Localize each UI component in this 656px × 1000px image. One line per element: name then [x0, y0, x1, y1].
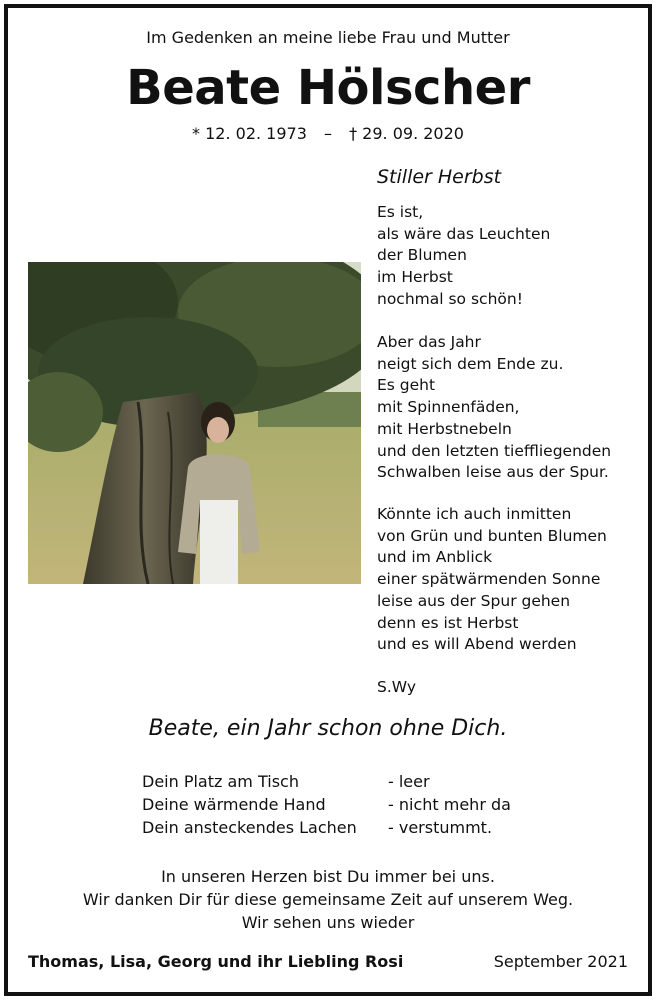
closing-line: Wir sehen uns wieder	[241, 913, 415, 932]
poem-line: einer spätwärmenden Sonne	[377, 570, 601, 589]
poem-author: S.Wy	[377, 678, 416, 696]
life-dates	[8, 124, 648, 143]
poem-stanza-3	[377, 504, 607, 656]
portrait-photo	[28, 262, 361, 584]
poem-line: Könnte ich auch inmitten	[377, 505, 572, 523]
poem-line: denn es ist Herbst	[377, 613, 519, 632]
obituary-notice	[4, 4, 652, 996]
death-date: † 29. 09. 2020	[349, 124, 464, 143]
memory-list-right	[388, 770, 511, 839]
poem-stanza-1	[377, 202, 550, 311]
poem-line: der Blumen	[377, 246, 467, 265]
memory-item: Deine wärmende Hand	[142, 795, 326, 814]
portrait-photo-icon	[28, 262, 361, 584]
memory-item: Dein ansteckendes Lachen	[142, 818, 357, 837]
memory-item-state: - verstummt.	[388, 818, 493, 837]
poem-line: Es ist,	[377, 203, 424, 221]
poem-stanza-2	[377, 332, 611, 484]
memorial-tagline: Beate, ein Jahr schon ohne Dich.	[148, 716, 508, 741]
memory-list-left	[142, 770, 357, 839]
poem-line: nochmal so schön!	[377, 289, 523, 308]
poem-line: und es will Abend werden	[377, 635, 577, 654]
date-separator: –	[324, 124, 332, 143]
poem-line: mit Herbstnebeln	[377, 419, 512, 438]
poem-line: von Grün und bunten Blumen	[377, 526, 607, 545]
closing-text	[8, 865, 648, 934]
poem-line: mit Spinnenfäden,	[377, 398, 520, 417]
poem-line: neigt sich dem Ende zu.	[377, 354, 564, 373]
poem-line: leise aus der Spur gehen	[377, 591, 571, 610]
closing-line: Wir danken Dir für diese gemeinsame Zeit auf unserem Weg.	[82, 890, 574, 909]
memory-item-state: - nicht mehr da	[388, 795, 511, 814]
poem-line: Aber das Jahr	[377, 333, 481, 351]
poem-title: Stiller Herbst	[377, 166, 502, 188]
publication-date: September 2021	[493, 952, 628, 971]
memory-item-state: - leer	[388, 772, 430, 791]
memory-item: Dein Platz am Tisch	[142, 772, 299, 791]
intro-text: Im Gedenken an meine liebe Frau und Mutter	[146, 28, 510, 47]
poem-line: im Herbst	[377, 268, 453, 287]
poem-line: und im Anblick	[377, 548, 493, 567]
closing-line: In unseren Herzen bist Du immer bei uns.	[161, 867, 495, 886]
deceased-name: Beate Hölscher	[126, 60, 530, 116]
signers: Thomas, Lisa, Georg und ihr Liebling Rosi	[28, 952, 404, 971]
poem-line: als wäre das Leuchten	[377, 224, 551, 243]
poem-line: Schwalben leise aus der Spur.	[377, 463, 609, 482]
poem-line: Es geht	[377, 376, 436, 395]
birth-date: * 12. 02. 1973	[192, 124, 307, 143]
poem-line: und den letzten tieffliegenden	[377, 441, 612, 460]
